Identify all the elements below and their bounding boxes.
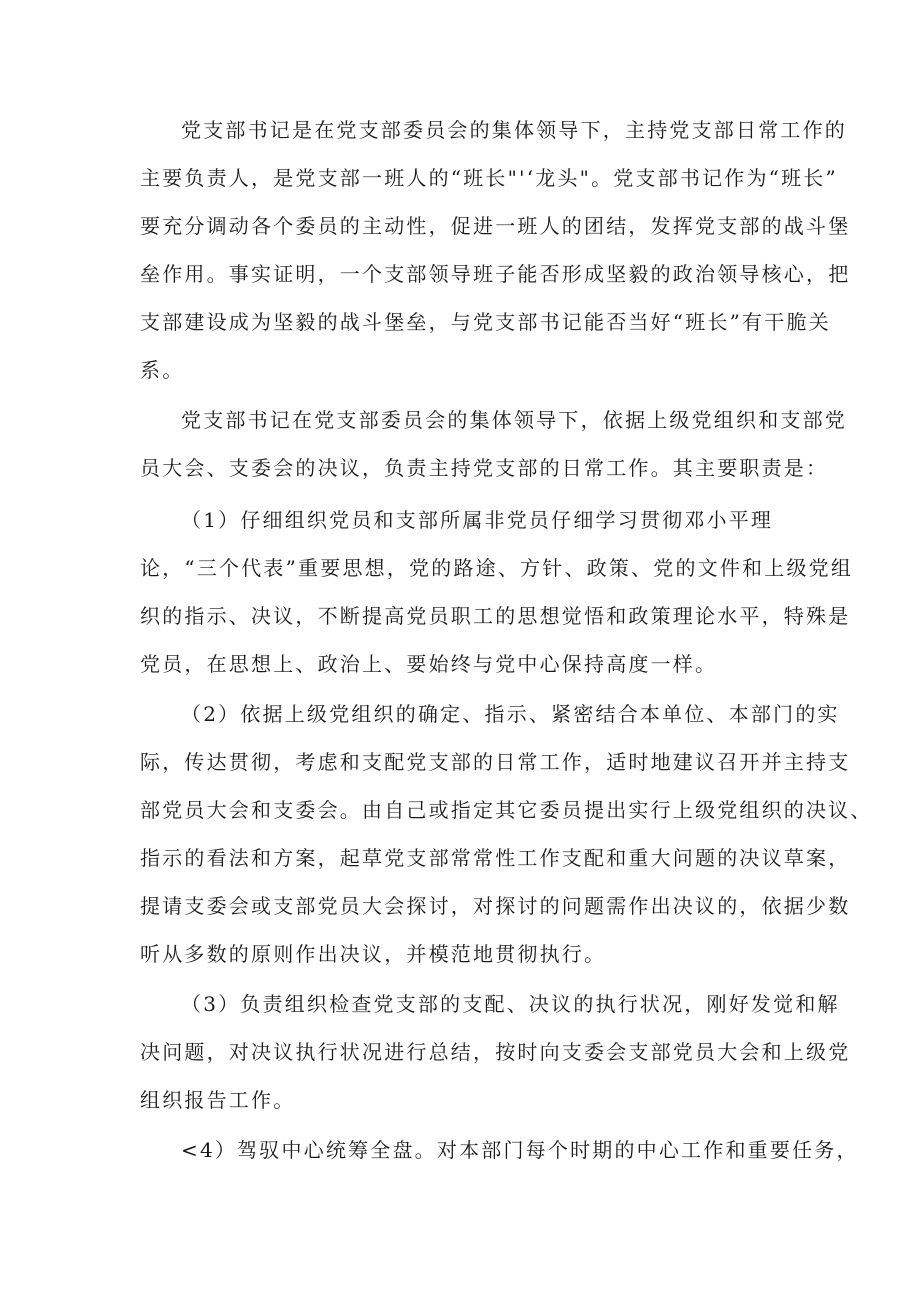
text-line: 党支部书记在党支部委员会的集体领导下，依据上级党组织和支部党 <box>181 408 847 432</box>
text-line: 听从多数的原则作出决议，并模范地贯彻执行。 <box>140 942 607 966</box>
text-line: （1）仔细组织党员和支部所属非党员仔细学习贯彻邓小平理 <box>181 508 774 532</box>
text-line: （3）负责组织检查党支部的支配、决议的执行状况，刚好发觉和解 <box>181 992 840 1016</box>
text-line: 主要负责人，是党支部一班人的“班长"'‘龙头"。党支部书记作为“班长” <box>140 166 838 190</box>
text-line: 组织报告工作。 <box>140 1088 296 1112</box>
text-line: 员大会、支委会的决议，负责主持党支部的日常工作。其主要职责是： <box>140 456 829 480</box>
text-line: 提请支委会或支部党员大会探讨，对探讨的问题需作出决议的，依据少数 <box>140 894 851 918</box>
text-line: 织的指示、决议，不断提高党员职工的思想觉悟和政策理论水平，特殊是 <box>140 604 851 628</box>
text-line: 党员，在思想上、政治上、要始终与党中心保持高度一样。 <box>140 652 718 676</box>
text-line: 际，传达贯彻，考虑和支配党支部的日常工作，适时地建议召开并主持支 <box>140 750 851 774</box>
text-line: 部党员大会和支委会。由自己或指定其它委员提出实行上级党组织的决议、 <box>140 798 873 822</box>
text-line: 要充分调动各个委员的主动性，促进一班人的团结，发挥党支部的战斗堡 <box>140 214 851 238</box>
text-line: 支部建设成为坚毅的战斗堡垒，与党支部书记能否当好“班长”有干脆关 <box>140 310 831 334</box>
text-line: 垒作用。事实证明，一个支部领导班子能否形成坚毅的政治领导核心，把 <box>140 262 851 286</box>
text-line: 党支部书记是在党支部委员会的集体领导下，主持党支部日常工作的 <box>181 118 847 142</box>
text-line: <4）驾驭中心统筹全盘。对本部门每个时期的中心工作和重要任务， <box>181 1138 859 1162</box>
text-line: 决问题，对决议执行状况进行总结，按时向支委会支部党员大会和上级党 <box>140 1040 851 1064</box>
text-line: 指示的看法和方案，起草党支部常常性工作支配和重大问题的决议草案， <box>140 846 851 870</box>
text-line: 系。 <box>140 358 185 382</box>
text-line: 论，“三个代表”重要思想，党的路途、方针、政策、党的文件和上级党组 <box>140 556 854 580</box>
text-line: （2）依据上级党组织的确定、指示、紧密结合本单位、本部门的实 <box>181 702 840 726</box>
